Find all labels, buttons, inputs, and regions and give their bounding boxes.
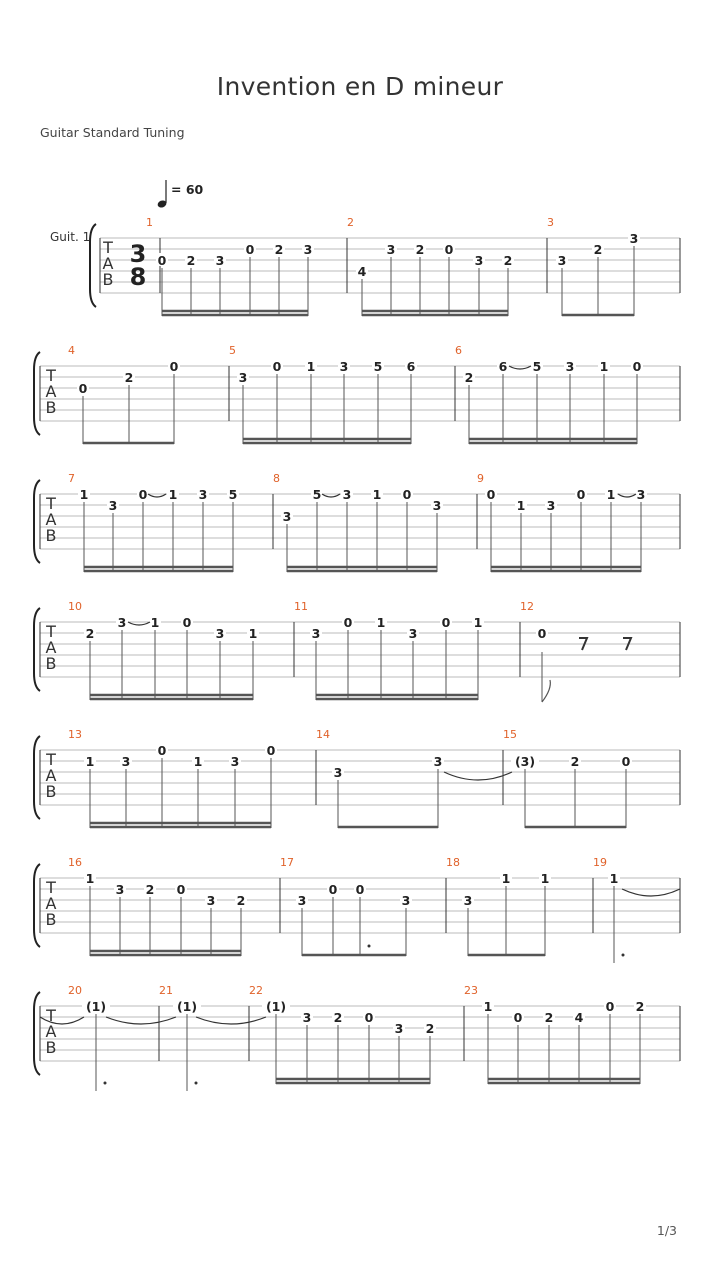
page-number: 1/3 [656,1223,677,1238]
fret-number: 3 [238,370,248,385]
system-bracket [34,480,40,563]
fret-number: 5 [532,359,542,374]
fret-number: 1 [168,487,178,502]
fret-number: 2 [145,882,155,897]
tab-clef-letter: B [45,398,57,417]
fret-number: 3 [215,253,225,268]
rhythm-dot [368,945,371,948]
fret-number: 3 [303,242,313,257]
fret-number: 3 [115,882,125,897]
fret-number: 0 [245,242,255,257]
tab-clef-letter: B [45,654,57,673]
fret-number: 0 [176,882,186,897]
fret-number: 3 [117,615,127,630]
fret-number: 5 [312,487,322,502]
fret-number: 0 [355,882,365,897]
measure-number: 22 [249,984,263,997]
measure-number: 15 [503,728,517,741]
fret-number: 3 [401,893,411,908]
fret-number: 2 [124,370,134,385]
tab-clef-letter: T [46,878,56,897]
fret-number: 3 [302,1010,312,1025]
tab-clef-letter: B [45,1038,57,1057]
fret-number: 2 [593,242,603,257]
fret-number: (1) [265,999,287,1014]
fret-number: 0 [441,615,451,630]
tab-clef-letter: A [45,766,57,785]
measure-number: 18 [446,856,460,869]
measure-number: 14 [316,728,330,741]
measure-number: 13 [68,728,82,741]
fret-number: 3 [629,231,639,246]
fret-number: 3 [339,359,349,374]
measure-number: 16 [68,856,82,869]
fret-number: (1) [176,999,198,1014]
tab-clef-letter: A [45,638,57,657]
measure-number: 5 [229,344,236,357]
fret-number: 0 [537,626,547,641]
fret-number: 0 [632,359,642,374]
fret-number: 1 [501,871,511,886]
fret-number: 1 [150,615,160,630]
tab-clef-letter: T [103,238,113,257]
fret-number: 2 [415,242,425,257]
tab-clef-letter: A [45,510,57,529]
fret-number: 5 [228,487,238,502]
fret-number: 3 [557,253,567,268]
fret-number: 3 [342,487,352,502]
fret-number: 1 [248,626,258,641]
eighth-flag [542,680,550,702]
tab-clef-letter: T [46,622,56,641]
fret-number: 2 [186,253,196,268]
fret-number: 0 [272,359,282,374]
fret-number: 3 [546,498,556,513]
fret-number: 0 [182,615,192,630]
fret-number: 0 [78,381,88,396]
fret-number: 3 [108,498,118,513]
fret-number: 1 [516,498,526,513]
measure-number: 11 [294,600,308,613]
measure-number: 21 [159,984,173,997]
measure-number: 7 [68,472,75,485]
fret-number: 2 [425,1021,435,1036]
time-signature-bottom: 8 [129,263,147,291]
measure-number: 3 [547,216,554,229]
fret-number: 1 [609,871,619,886]
fret-number: 3 [297,893,307,908]
fret-number: 3 [206,893,216,908]
fret-number: 3 [230,754,240,769]
system-bracket [34,352,40,435]
fret-number: 0 [486,487,496,502]
fret-number: 3 [433,754,443,769]
measure-number: 6 [455,344,462,357]
tab-clef-letter: T [46,494,56,513]
track-name: Guit. 1 [50,230,91,244]
measure-number: 19 [593,856,607,869]
fret-number: 0 [444,242,454,257]
fret-number: (1) [85,999,107,1014]
tab-clef-letter: A [45,1022,57,1041]
tab-clef-letter: A [45,382,57,401]
fret-number: 3 [311,626,321,641]
fret-number: 3 [121,754,131,769]
tab-clef-letter: A [102,254,114,273]
fret-number: 0 [621,754,631,769]
fret-number: 3 [198,487,208,502]
fret-number: 2 [464,370,474,385]
fret-number: 3 [386,242,396,257]
fret-number: 5 [373,359,383,374]
fret-number: 3 [282,509,292,524]
measure-number: 4 [68,344,75,357]
slur-curve [444,772,512,780]
fret-number: 3 [463,893,473,908]
fret-number: 6 [498,359,508,374]
tab-clef-letter: B [45,526,57,545]
time-signature-top: 3 [129,240,147,268]
tempo-value: = 60 [171,182,204,197]
fret-number: 3 [333,765,343,780]
fret-number: 0 [328,882,338,897]
fret-number: 0 [513,1010,523,1025]
tuning-label: Guitar Standard Tuning [40,125,185,140]
fret-number: 2 [570,754,580,769]
fret-number: 3 [432,498,442,513]
fret-number: 4 [574,1010,584,1025]
measure-number: 17 [280,856,294,869]
fret-number: 0 [266,743,276,758]
fret-number: 0 [576,487,586,502]
fret-number: (3) [514,754,536,769]
measure-number: 1 [146,216,153,229]
measure-number: 8 [273,472,280,485]
fret-number: 2 [274,242,284,257]
fret-number: 1 [372,487,382,502]
fret-number: 2 [236,893,246,908]
system-bracket [34,864,40,947]
tab-clef-letter: T [46,366,56,385]
fret-number: 2 [85,626,95,641]
fret-number: 1 [376,615,386,630]
fret-number: 0 [605,999,615,1014]
measure-number: 20 [68,984,82,997]
fret-number: 0 [157,743,167,758]
fret-number: 2 [635,999,645,1014]
system-bracket [34,608,40,691]
fret-number: 3 [474,253,484,268]
fret-number: 0 [157,253,167,268]
tab-clef-letter: B [45,782,57,801]
fret-number: 1 [85,754,95,769]
fret-number: 0 [402,487,412,502]
tab-clef-letter: B [102,270,114,289]
fret-number: 1 [193,754,203,769]
fret-number: 1 [483,999,493,1014]
fret-number: 1 [79,487,89,502]
fret-number: 2 [503,253,513,268]
fret-number: 2 [333,1010,343,1025]
tab-clef-letter: T [46,750,56,769]
fret-number: 3 [565,359,575,374]
tab-clef-letter: A [45,894,57,913]
fret-number: 0 [343,615,353,630]
fret-number: 0 [169,359,179,374]
rhythm-dot [622,954,625,957]
measure-number: 10 [68,600,82,613]
system-bracket [90,224,96,307]
rhythm-dot [104,1082,107,1085]
system-bracket [34,736,40,819]
fret-number: 1 [473,615,483,630]
fret-number: 1 [85,871,95,886]
fret-number: 3 [215,626,225,641]
fret-number: 1 [606,487,616,502]
fret-number: 1 [599,359,609,374]
rhythm-dot [195,1082,198,1085]
score-title: Invention en D mineur [216,72,504,101]
slur-curve [106,1017,176,1024]
slur-curve [196,1017,266,1024]
measure-number: 23 [464,984,478,997]
fret-number: 1 [306,359,316,374]
fret-number: 6 [406,359,416,374]
slur-curve [622,889,680,896]
fret-number: 0 [364,1010,374,1025]
fret-number: 2 [544,1010,554,1025]
system-bracket [34,992,40,1075]
fret-number: 3 [394,1021,404,1036]
fret-number: 1 [540,871,550,886]
fret-number: 3 [636,487,646,502]
measure-number: 12 [520,600,534,613]
fret-number: 3 [408,626,418,641]
measure-number: 2 [347,216,354,229]
tab-clef-letter: T [46,1006,56,1025]
fret-number: 4 [357,264,367,279]
tab-clef-letter: B [45,910,57,929]
measure-number: 9 [477,472,484,485]
fret-number: 0 [138,487,148,502]
